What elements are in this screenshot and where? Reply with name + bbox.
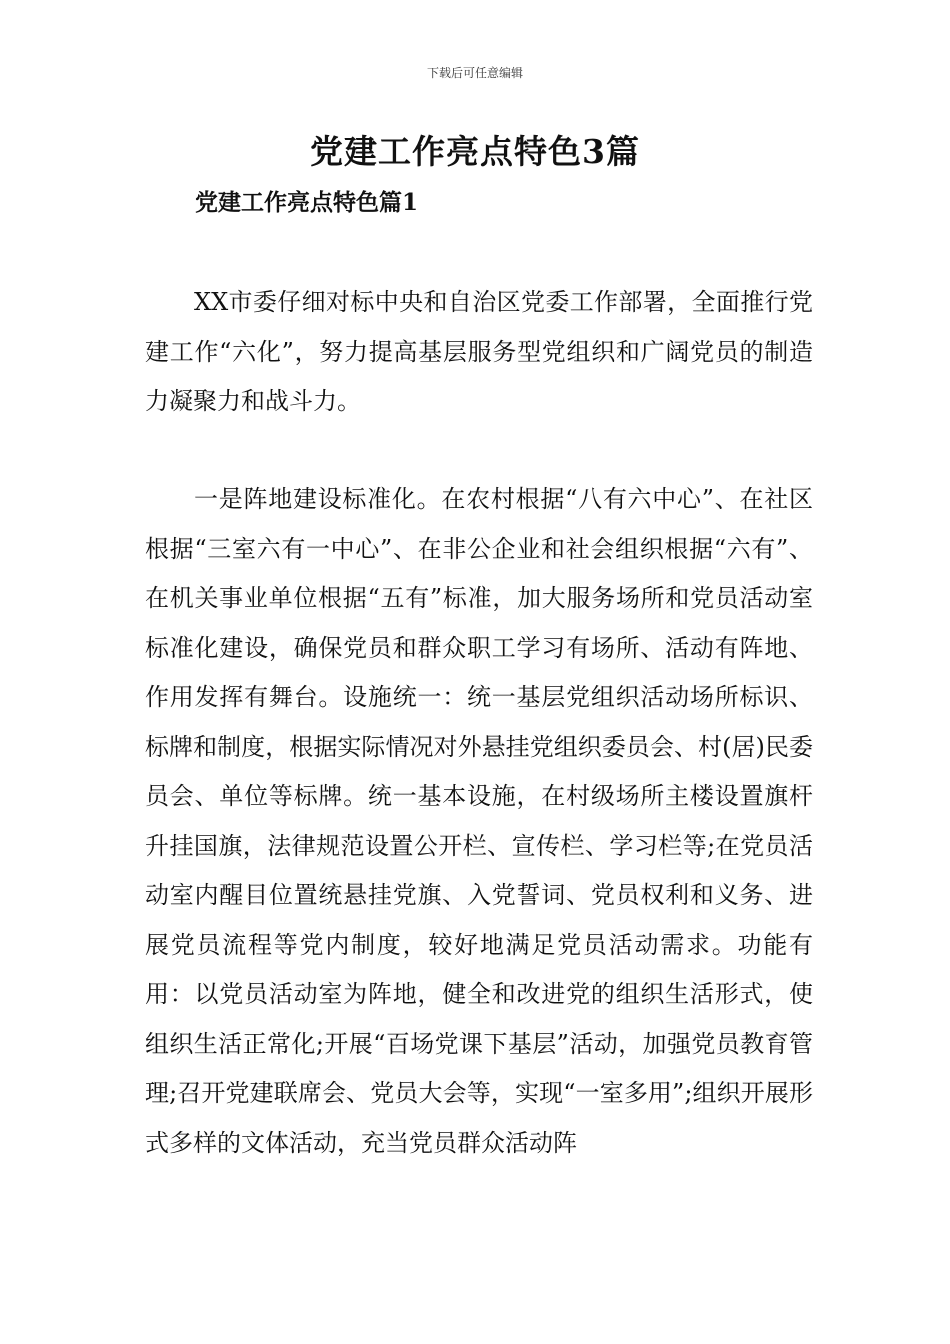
body-paragraph-position-standardization: 一是阵地建设标准化。在农村根据“八有六中心”、在社区根据“三室六有一中心”、在非公企业和社会组织根据“六有”、在机关事业单位根据“五有”标准，加大服务场所和党员活动室标准化建设，确保党员和群众职工学习有场所、活动有阵地、作用发挥有舞台。设施统一：统一基层党组织活动场所标识、标牌和制度，根据实际情况对外悬挂党组织委员会、村(居)民委员会、单位等标牌。统一基本设施，在村级场所主楼设置旗杆升挂国旗，法律规范设置公开栏、宣传栏、学习栏等;在党员活动室内醒目位置统悬挂党旗、入党誓词、党员权利和义务、进展党员流程等党内制度，较好地满足党员活动需求。功能有用：以党员活动室为阵地，健全和改进党的组织生活形式，使组织生活正常化;开展“百场党课下基层”活动，加强党员教育管理;召开党建联席会、党员大会等，实现“一室多用”;组织开展形式多样的文体活动，充当党员群众活动阵 xyxy=(145,485,813,1157)
body-paragraph-intro: XX市委仔细对标中央和自治区党委工作部署，全面推行党建工作“六化”，努力提高基层服务型党组织和广阔党员的制造力凝聚力和战斗力。 xyxy=(145,288,813,415)
section-heading: 党建工作亮点特色篇1 xyxy=(195,189,419,216)
header-note: 下载后可任意编辑 xyxy=(426,66,523,80)
document-title: 党建工作亮点特色3篇 xyxy=(310,132,640,171)
